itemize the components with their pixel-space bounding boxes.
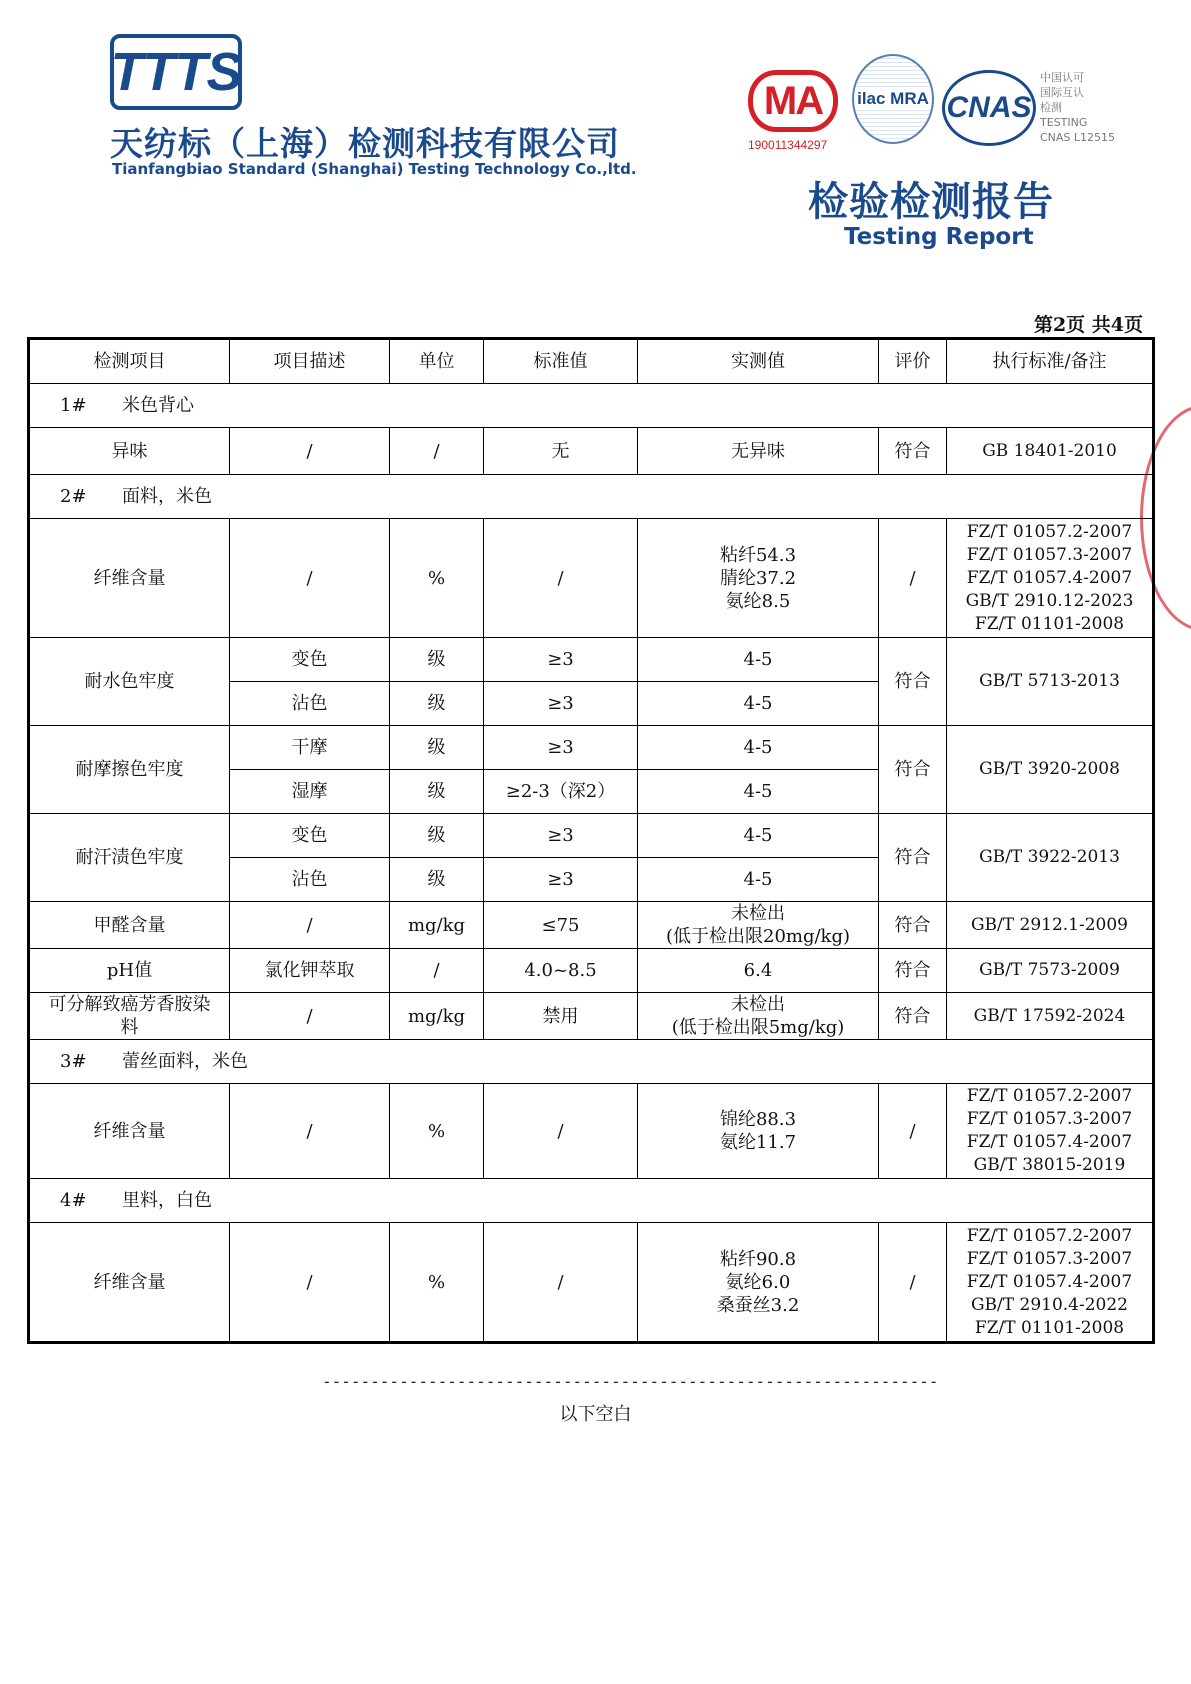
measured-line: (低于检出限20mg/kg) — [665, 926, 851, 947]
cell-standard: 4.0~8.5 — [484, 949, 638, 993]
ref-line: FZ/T 01057.4-2007 — [966, 567, 1133, 588]
ref-line: FZ/T 01057.2-2007 — [966, 1086, 1133, 1106]
cell-item: 甲醛含量 — [29, 902, 230, 949]
cnas-caption-line: 检测 — [1040, 101, 1062, 114]
cell-measured: 无异味 — [638, 428, 879, 475]
ref-line: GB/T 2910.4-2022 — [970, 1294, 1129, 1315]
cell-measured: 6.4 — [638, 949, 879, 993]
cell-desc: / — [230, 902, 390, 949]
end-divider: ---------------------------------------------------------------- — [322, 1372, 939, 1391]
company-name-cn: 天纺标（上海）检测科技有限公司 — [110, 124, 620, 163]
section-name: 里料，白色 — [122, 1190, 212, 1211]
cell-item: 耐水色牢度 — [29, 638, 230, 726]
cnas-caption-line: CNAS L12515 — [1040, 131, 1116, 144]
cell-item — [29, 993, 230, 1040]
cell-standard: ≤75 — [484, 902, 638, 949]
column-header: 评价 — [879, 339, 947, 384]
measured-line: 腈纶37.2 — [719, 567, 797, 589]
column-header: 单位 — [390, 339, 484, 384]
cnas-logo — [942, 70, 1036, 146]
cell-ref: GB/T 7573-2009 — [947, 949, 1154, 993]
cell-item: 耐汗渍色牢度 — [29, 814, 230, 902]
ref-line: GB/T 38015-2019 — [973, 1155, 1126, 1175]
cell-unit: mg/kg — [390, 902, 484, 949]
results-table — [27, 337, 1155, 1344]
table-header-row — [29, 339, 1154, 384]
ilac-mra-logo — [852, 54, 934, 144]
ilac-logo-text: ilac MRA — [857, 89, 929, 108]
cell-item: 纤维含量 — [29, 1084, 230, 1179]
section-row — [29, 1179, 1154, 1223]
section-row — [29, 1040, 1154, 1084]
cell-ref — [947, 1084, 1154, 1179]
section-label — [29, 384, 1154, 428]
cell-item: 耐摩擦色牢度 — [29, 726, 230, 814]
measured-line: 氨纶8.5 — [725, 590, 791, 612]
page-number: 第2页 共4页 — [1033, 314, 1143, 336]
cell-eval: 符合 — [879, 814, 947, 902]
cell-unit: 级 — [390, 726, 484, 770]
table-row — [29, 993, 1154, 1040]
cell-desc: 干摩 — [230, 726, 390, 770]
section-number: 4# — [60, 1190, 87, 1211]
section-number: 2# — [60, 486, 87, 507]
measured-line: 桑蚕丝3.2 — [716, 1294, 800, 1316]
column-header: 检测项目 — [29, 339, 230, 384]
cell-measured: 4-5 — [638, 682, 879, 726]
cell-desc: / — [230, 428, 390, 475]
cell-standard: ≥3 — [484, 638, 638, 682]
cell-standard: / — [484, 1084, 638, 1179]
cell-measured — [638, 519, 879, 638]
cell-measured: 4-5 — [638, 638, 879, 682]
section-label — [29, 1179, 1154, 1223]
cell-desc: 变色 — [230, 814, 390, 858]
item-line: 料 — [120, 1017, 139, 1038]
cell-unit: 级 — [390, 814, 484, 858]
cell-ref — [947, 519, 1154, 638]
cma-logo-text: MA — [763, 78, 823, 123]
cell-desc: / — [230, 1223, 390, 1343]
cell-unit: 级 — [390, 858, 484, 902]
measured-line: 粘纤90.8 — [719, 1248, 797, 1270]
table-row — [29, 726, 1154, 770]
measured-line: 未检出 — [731, 903, 785, 924]
cell-unit: 级 — [390, 682, 484, 726]
table-row — [29, 814, 1154, 858]
table-row — [29, 949, 1154, 993]
cnas-caption-line: TESTING — [1040, 116, 1088, 129]
section-name: 米色背心 — [122, 395, 194, 416]
cell-eval: 符合 — [879, 902, 947, 949]
cell-standard: ≥2-3（深2） — [484, 770, 638, 814]
report-title-cn: 检验检测报告 — [808, 179, 1054, 225]
cell-desc: 沾色 — [230, 682, 390, 726]
cma-number: 190011344297 — [748, 138, 828, 152]
measured-line: (低于检出限5mg/kg) — [671, 1017, 845, 1038]
cell-measured — [638, 1084, 879, 1179]
section-label — [29, 1040, 1154, 1084]
cell-measured — [638, 993, 879, 1040]
item-line: 可分解致癌芳香胺染 — [48, 994, 211, 1015]
cnas-caption-line: 国际互认 — [1040, 86, 1084, 99]
cell-desc: 变色 — [230, 638, 390, 682]
measured-line: 粘纤54.3 — [719, 544, 797, 566]
report-title-en: Testing Report — [844, 224, 1034, 250]
table-row — [29, 1084, 1154, 1179]
section-row — [29, 475, 1154, 519]
cell-ref: GB/T 2912.1-2009 — [947, 902, 1154, 949]
cell-unit: % — [390, 1223, 484, 1343]
cell-desc: 氯化钾萃取 — [230, 949, 390, 993]
cell-standard: ≥3 — [484, 726, 638, 770]
ref-line: FZ/T 01101-2008 — [974, 1317, 1125, 1338]
cell-measured — [638, 902, 879, 949]
table-row — [29, 902, 1154, 949]
cell-standard: ≥3 — [484, 682, 638, 726]
logo-text: TTTS — [110, 42, 242, 102]
section-number: 1# — [60, 395, 87, 416]
cnas-logo-text: CNAS — [946, 91, 1032, 124]
cell-standard: ≥3 — [484, 814, 638, 858]
cell-unit: 级 — [390, 638, 484, 682]
cell-standard: / — [484, 1223, 638, 1343]
ref-line: FZ/T 01057.4-2007 — [966, 1271, 1133, 1292]
cell-eval: / — [879, 1223, 947, 1343]
cell-measured: 4-5 — [638, 770, 879, 814]
cell-measured: 4-5 — [638, 858, 879, 902]
ref-line: FZ/T 01057.3-2007 — [966, 544, 1133, 565]
company-logo — [110, 34, 242, 110]
ref-line: GB/T 2910.12-2023 — [965, 590, 1134, 611]
cma-logo — [748, 70, 838, 132]
cell-eval: 符合 — [879, 638, 947, 726]
cell-ref: GB/T 3920-2008 — [947, 726, 1154, 814]
column-header: 项目描述 — [230, 339, 390, 384]
cell-eval: / — [879, 519, 947, 638]
cell-unit: mg/kg — [390, 993, 484, 1040]
cell-desc: / — [230, 1084, 390, 1179]
column-header: 执行标准/备注 — [947, 339, 1154, 384]
table-row — [29, 1223, 1154, 1343]
cell-standard: 禁用 — [484, 993, 638, 1040]
cell-item: pH值 — [29, 949, 230, 993]
table-row — [29, 519, 1154, 638]
cell-item: 纤维含量 — [29, 1223, 230, 1343]
cell-ref: GB/T 5713-2013 — [947, 638, 1154, 726]
ref-line: FZ/T 01057.4-2007 — [966, 1132, 1133, 1152]
section-row — [29, 384, 1154, 428]
cell-eval: 符合 — [879, 949, 947, 993]
cell-desc: 沾色 — [230, 858, 390, 902]
cell-ref: GB/T 3922-2013 — [947, 814, 1154, 902]
cell-measured: 4-5 — [638, 814, 879, 858]
cell-eval: 符合 — [879, 993, 947, 1040]
cell-ref: GB/T 17592-2024 — [947, 993, 1154, 1040]
measured-line: 未检出 — [731, 994, 785, 1015]
cell-ref — [947, 1223, 1154, 1343]
cell-item: 异味 — [29, 428, 230, 475]
cnas-caption-line: 中国认可 — [1040, 71, 1084, 84]
ref-line: FZ/T 01057.2-2007 — [966, 521, 1133, 542]
section-name: 面料，米色 — [122, 486, 212, 507]
ref-line: FZ/T 01057.3-2007 — [966, 1109, 1133, 1129]
company-name-en: Tianfangbiao Standard (Shanghai) Testing Technology Co.,ltd. — [112, 160, 637, 178]
cell-unit: / — [390, 428, 484, 475]
cell-eval: 符合 — [879, 726, 947, 814]
cell-desc: / — [230, 519, 390, 638]
cell-ref: GB 18401-2010 — [947, 428, 1154, 475]
cell-unit: 级 — [390, 770, 484, 814]
table-row — [29, 638, 1154, 682]
cell-unit: % — [390, 1084, 484, 1179]
cell-desc: 湿摩 — [230, 770, 390, 814]
cell-eval: 符合 — [879, 428, 947, 475]
cnas-caption — [1040, 70, 1140, 145]
cell-unit: % — [390, 519, 484, 638]
cell-item: 纤维含量 — [29, 519, 230, 638]
measured-line: 氨纶6.0 — [725, 1271, 791, 1293]
cell-standard: / — [484, 519, 638, 638]
table-row — [29, 428, 1154, 475]
blank-below-note: 以下空白 — [559, 1404, 632, 1425]
column-header: 实测值 — [638, 339, 879, 384]
cell-standard: 无 — [484, 428, 638, 475]
ref-line: FZ/T 01057.2-2007 — [966, 1225, 1133, 1246]
cell-standard: ≥3 — [484, 858, 638, 902]
measured-line: 锦纶88.3 — [719, 1109, 797, 1130]
measured-line: 氨纶11.7 — [719, 1132, 797, 1153]
ref-line: FZ/T 01057.3-2007 — [966, 1248, 1133, 1269]
cell-unit: / — [390, 949, 484, 993]
cell-eval: / — [879, 1084, 947, 1179]
column-header: 标准值 — [484, 339, 638, 384]
section-number: 3# — [60, 1051, 87, 1072]
section-label — [29, 475, 1154, 519]
cell-measured: 4-5 — [638, 726, 879, 770]
cell-desc: / — [230, 993, 390, 1040]
ref-line: FZ/T 01101-2008 — [974, 613, 1125, 634]
cell-measured — [638, 1223, 879, 1343]
section-name: 蕾丝面料，米色 — [122, 1051, 248, 1072]
